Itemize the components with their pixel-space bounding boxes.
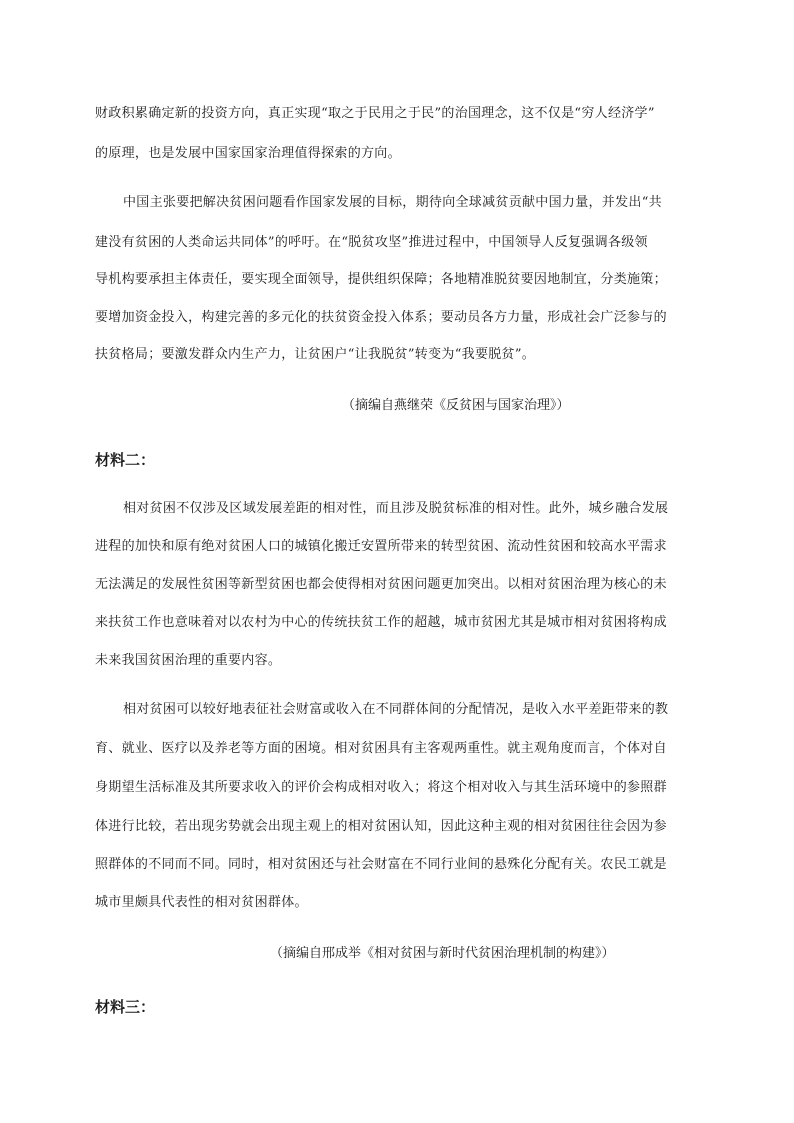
- text-line: 要增加资金投入，构建完善的多元化的扶贫资金投入体系；要动员各方力量，形成社会广泛参与的: [95, 310, 667, 325]
- text-line: 城市里颇具代表性的相对贫困群体。: [95, 895, 308, 910]
- text-line: 来扶贫工作也意味着对以农村为中心的传统扶贫工作的超越，城市贫困尤其是城市相对贫困将构成: [95, 615, 667, 630]
- text-line: 扶贫格局；要激发群众内生产力，让贫困户“让我脱贫”转变为“我要脱贫”。: [95, 347, 536, 362]
- text-line: 的原理，也是发展中国家国家治理值得探索的方向。: [95, 146, 401, 161]
- text-line: 进程的加快和原有绝对贫困人口的城镇化搬迁安置所带来的转型贫困、流动性贫困和较高水平需求: [95, 539, 667, 554]
- text-line: 导机构要承担主体责任，要实现全面领导，提供组织保障；各地精准脱贫要因地制宜，分类施策；: [95, 272, 667, 287]
- text-line: 财政积累确定新的投资方向，真正实现“取之于民用之于民”的治国理念，这不仅是“穷人经济学”: [95, 106, 655, 121]
- text-line: 体进行比较，若出现劣势就会出现主观上的相对贫困认知，因此这种主观的相对贫困往往会因为参: [95, 819, 667, 834]
- text-line: 育、就业、医疗以及养老等方面的困境。相对贫困具有主客观两重性。就主观角度而言，个体对自: [95, 741, 667, 756]
- source-citation: （摘编自燕继荣《反贫困与国家治理》）: [342, 398, 570, 413]
- text-line: 照群体的不同而不同。同时，相对贫困还与社会财富在不同行业间的悬殊化分配有关。农民工就是: [95, 857, 667, 872]
- text-line: 身期望生活标准及其所要求收入的评价会构成相对收入；将这个相对收入与其生活环境中的参照群: [95, 780, 667, 795]
- text-line: 相对贫困不仅涉及区域发展差距的相对性，而且涉及脱贫标准的相对性。此外，城乡融合发展: [123, 501, 669, 516]
- text-line: 未来我国贫困治理的重要内容。: [95, 653, 282, 668]
- text-line: 建没有贫困的人类命运共同体”的呼吁。在“脱贫攻坚”推进过程中，中国领导人反复强调各级领: [95, 235, 648, 250]
- section-heading-material-3: 材料三：: [95, 998, 156, 1016]
- section-heading-material-2: 材料二：: [95, 451, 156, 469]
- text-line: 无法满足的发展性贫困等新型贫困也都会使得相对贫困问题更加突出。以相对贫困治理为核心的未: [95, 577, 667, 592]
- source-citation: （摘编自邢成举《相对贫困与新时代贫困治理机制的构建》）: [270, 946, 615, 961]
- text-line: 相对贫困可以较好地表征社会财富或收入在不同群体间的分配情况，是收入水平差距带来的教: [123, 702, 669, 717]
- text-line: 中国主张要把解决贫困问题看作国家发展的目标，期待向全球减贫贡献中国力量，并发出“共: [123, 195, 662, 210]
